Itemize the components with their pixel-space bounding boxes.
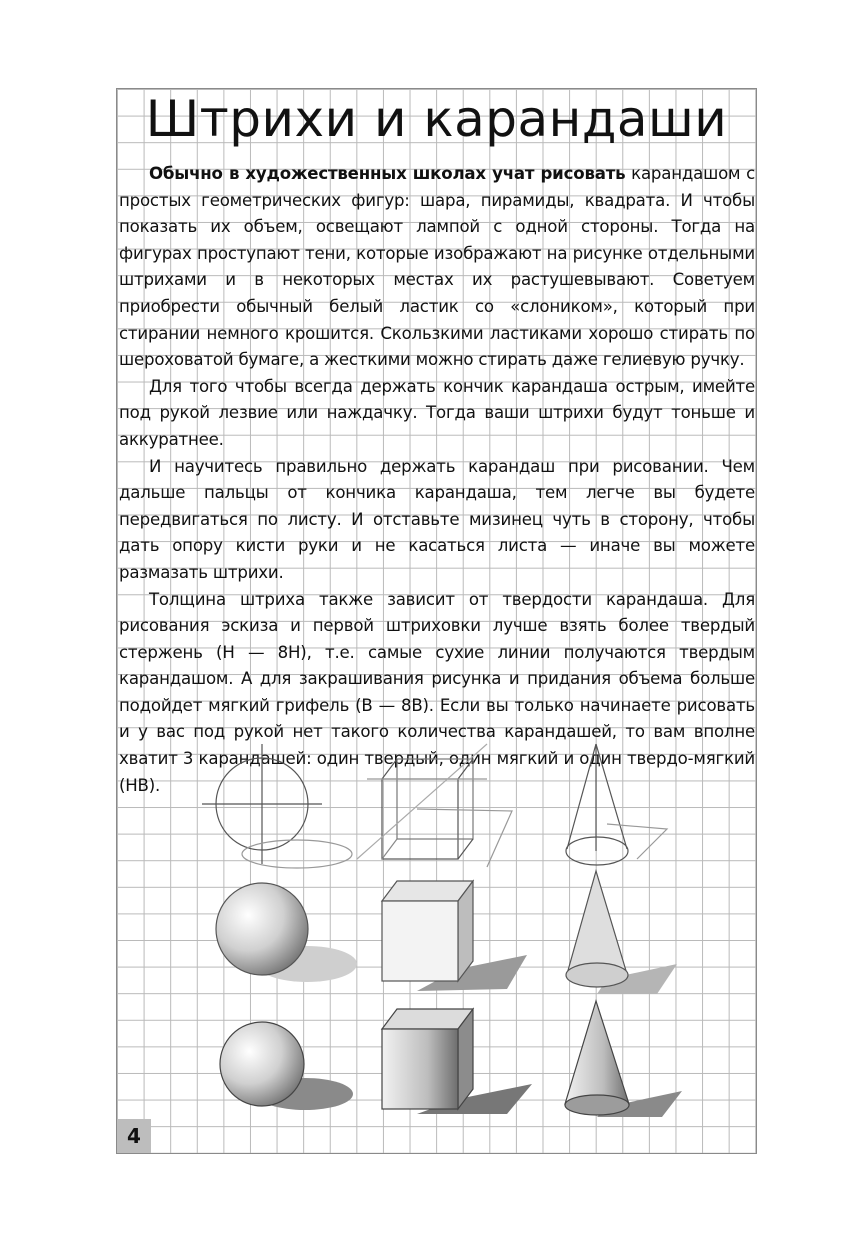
paragraph-4: Толщина штриха также зависит от твердости карандаша. Для рисования эскиза и первой штриховки лучше взять более твердый стержень (H — 8H), т.е. самые сухие линии получаются твердым карандашом. А для закрашивания рисунка и придания объема больше подойдет мягкий грифель (B — 8B). Если вы только начинаете рисовать и у вас под рукой нет такого количества карандашей, то вам вполне хватит 3 карандашей: один твердый, один мягкий и один твердо-мягкий (HB).	[119, 589, 755, 795]
shaded-cone-light	[566, 871, 677, 994]
shaded-sphere-light	[216, 883, 357, 982]
page-title: Штрихи и карандаши	[145, 90, 728, 148]
paragraph-1-text: карандашом с простых геометрических фигур: шара, пирамиды, квадрата. И чтобы показать их объем, освещают лампой с одной стороны. Тогда на фигурах проступают тени, которые изображают на рисунке отдельными штрихами и в некоторых местах их растушевывают. Советуем приобрести обычный белый ластик со «слоником», который при стирании немного крошится. Скользкими ластиками хорошо стирать по шероховатой бумаге, а жесткими можно стирать даже гелиевую ручку.	[119, 164, 755, 370]
shaded-cube-dark	[382, 1009, 532, 1114]
shaded-sphere-dark	[220, 1022, 353, 1110]
sketch-cube-construction	[357, 744, 512, 867]
sketch-sphere-construction	[202, 744, 352, 868]
paragraph-1	[119, 161, 755, 374]
paragraph-2: Для того чтобы всегда держать кончик карандаша острым, имейте под рукой лезвие или наждачку. Тогда ваши штрихи будут тоньше и аккуратнее.	[119, 376, 755, 449]
paragraph-1-lead: Обычно в художественных школах учат рисовать	[149, 164, 626, 183]
paragraph-3: И научитесь правильно держать карандаш при рисовании. Чем дальше пальцы от кончика карандаша, тем легче вы будете передвигаться по листу. И отставьте мизинец чуть в сторону, чтобы дать опору кисти руки и не касаться листа — иначе вы можете размазать штрихи.	[119, 456, 755, 582]
page-number: 4	[117, 1119, 151, 1153]
shapes-illustration	[187, 739, 747, 1119]
grid-page	[116, 88, 757, 1154]
shaded-cone-dark	[565, 1001, 682, 1117]
body-text	[119, 161, 755, 799]
shaded-cube-light	[382, 881, 527, 991]
sketch-cone-construction	[566, 744, 667, 865]
